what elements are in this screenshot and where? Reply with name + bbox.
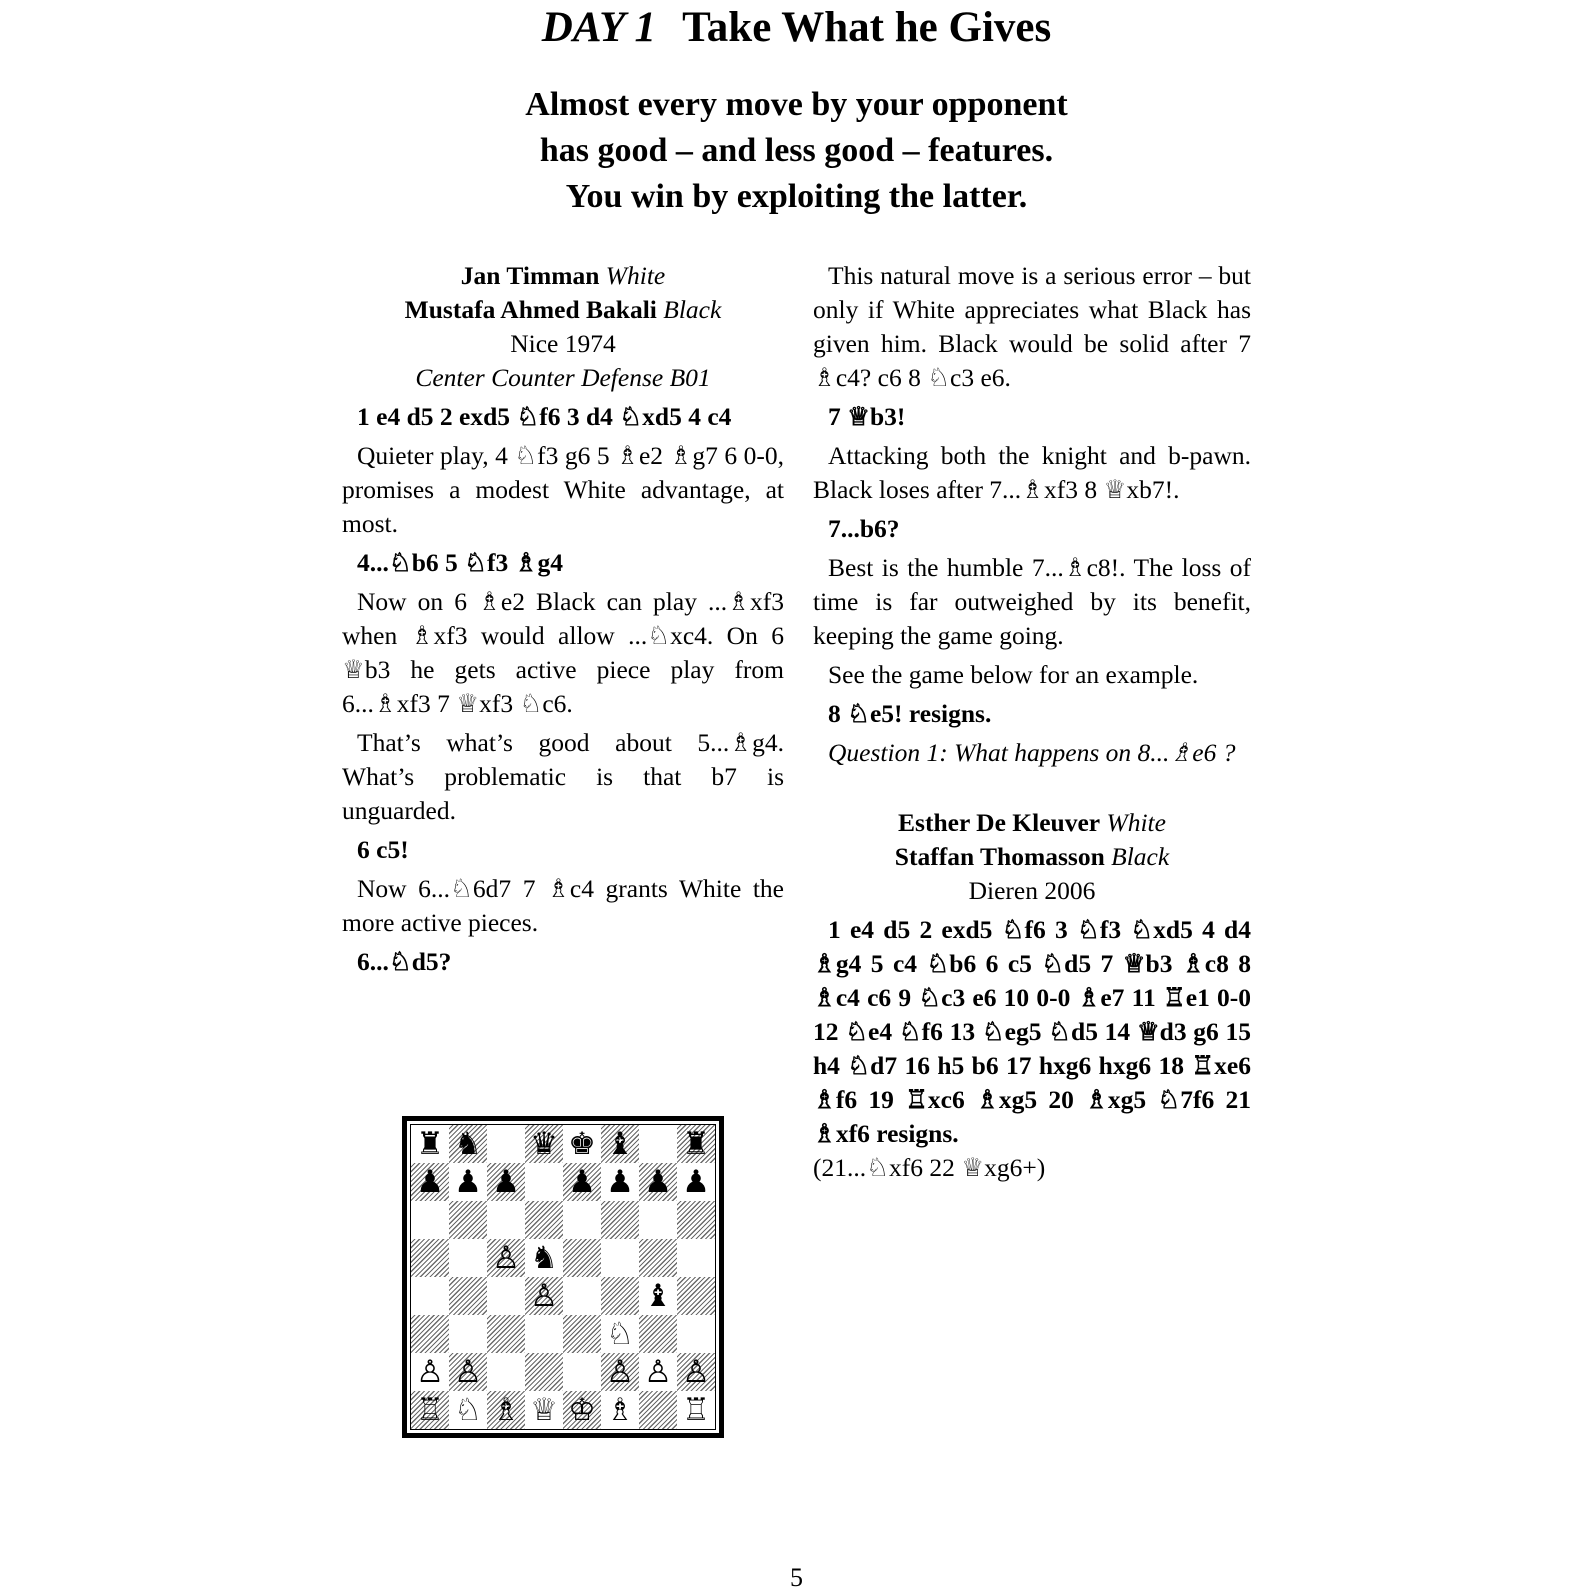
board-square <box>449 1201 487 1239</box>
board-square <box>601 1315 639 1353</box>
chess-piece: ♗ <box>492 1391 520 1428</box>
white-label: White <box>1106 808 1166 837</box>
board-square <box>563 1239 601 1277</box>
board-square <box>487 1315 525 1353</box>
board-square <box>487 1391 525 1429</box>
board-square <box>677 1277 715 1315</box>
board-square <box>601 1277 639 1315</box>
board-square <box>601 1239 639 1277</box>
white-player-name: Esther De Kleuver <box>898 808 1101 837</box>
board-square <box>487 1163 525 1201</box>
board-square <box>601 1201 639 1239</box>
annotation-text: This natural move is a serious error – but only if White appreciates what Black has given him. Black would be solid after 7 ♗c4? c6 8 ♘c3 e6. <box>813 261 1251 392</box>
game-moves: 1 e4 d5 2 exd5 ♘f6 3 ♘f3 ♘xd5 4 d4 ♗g4 5 c4 ♘b6 6 c5 ♘d5 7 ♕b3 ♗c8 8 ♗c4 c6 9 ♘c3 e6 10 0-0 ♗e7 11 ♖e1 0-0 12 ♘e4 ♘f6 13 ♘eg5 ♘d5 14 ♕d3 g6 15 h4 ♘d7 16 h5 b6 17 hxg6 hxg6 18 ♖xe6 ♗f6 19 ♖xc6 ♗xg5 20 ♗xg5 ♘7f6 21 ♗xf6 resigns. <box>813 915 1251 1148</box>
board-square <box>487 1201 525 1239</box>
chess-piece: ♙ <box>416 1353 444 1390</box>
board-square <box>677 1201 715 1239</box>
page-number: 5 <box>790 1563 803 1592</box>
chess-piece: ♙ <box>606 1353 634 1390</box>
annotation-text: Now 6...♘6d7 7 ♗c4 grants White the more active pieces. <box>342 874 784 937</box>
chess-piece: ♟ <box>682 1163 710 1200</box>
move-line: 1 e4 d5 2 exd5 ♘f6 3 d4 ♘xd5 4 c4 <box>357 402 732 431</box>
annotation-text: See the game below for an example. <box>828 660 1199 689</box>
chess-piece: ♜ <box>682 1125 710 1162</box>
board-square <box>639 1277 677 1315</box>
subtitle-line: has good – and less good – features. <box>539 132 1054 169</box>
chess-piece: ♖ <box>682 1391 710 1428</box>
right-text-blocks <box>813 259 1251 770</box>
chess-piece: ♜ <box>416 1125 444 1162</box>
chess-piece: ♞ <box>454 1125 482 1162</box>
subtitle-line: Almost every move by your opponent <box>525 86 1068 123</box>
board-square <box>677 1125 715 1163</box>
game-opening: Center Counter Defense B01 <box>415 363 711 392</box>
left-column <box>342 259 784 984</box>
chapter-day: DAY 1 <box>541 4 657 51</box>
game-variation: (21...♘xf6 22 ♕xg6+) <box>813 1153 1046 1182</box>
board-square <box>563 1125 601 1163</box>
chess-piece: ♙ <box>530 1277 558 1314</box>
move-line: 7 ♕b3! <box>828 402 906 431</box>
board-square <box>601 1353 639 1391</box>
board-square <box>449 1277 487 1315</box>
game-event: Nice 1974 <box>510 329 616 358</box>
board-square <box>677 1239 715 1277</box>
board-square <box>487 1239 525 1277</box>
board-square <box>449 1391 487 1429</box>
black-player-name: Mustafa Ahmed Bakali <box>404 295 657 324</box>
annotation-text: Best is the humble 7...♗c8!. The loss of time is far outweighed by its benefit, keeping the game going. <box>813 553 1251 650</box>
left-text-blocks <box>342 400 784 979</box>
board-square <box>525 1201 563 1239</box>
chess-piece: ♚ <box>568 1125 596 1162</box>
chess-piece: ♙ <box>682 1353 710 1390</box>
board-square <box>639 1201 677 1239</box>
board-square <box>525 1315 563 1353</box>
black-label: Black <box>1111 842 1170 871</box>
move-line: 8 ♘e5! resigns. <box>828 699 992 728</box>
board-square <box>563 1353 601 1391</box>
chess-piece: ♟ <box>644 1163 672 1200</box>
board-square <box>525 1353 563 1391</box>
chess-piece: ♗ <box>606 1391 634 1428</box>
chess-piece: ♟ <box>568 1163 596 1200</box>
board-square <box>639 1391 677 1429</box>
question-text: Question 1: What happens on 8...♗e6 ? <box>828 738 1236 767</box>
black-label: Black <box>663 295 722 324</box>
board-square <box>677 1163 715 1201</box>
chess-diagram <box>402 1116 724 1438</box>
right-column <box>813 259 1251 1190</box>
chess-piece: ♟ <box>416 1163 444 1200</box>
board-square <box>411 1353 449 1391</box>
board-square <box>601 1125 639 1163</box>
board-square <box>639 1125 677 1163</box>
move-line: 6...♘d5? <box>357 947 452 976</box>
chess-piece: ♖ <box>416 1391 444 1428</box>
board-square <box>487 1125 525 1163</box>
chess-piece: ♙ <box>492 1239 520 1276</box>
chess-piece: ♞ <box>530 1239 558 1276</box>
board-square <box>411 1163 449 1201</box>
board-square <box>639 1353 677 1391</box>
board-square <box>563 1315 601 1353</box>
annotation-text: That’s what’s good about 5...♗g4. What’s problematic is that b7 is unguarded. <box>342 728 784 825</box>
chess-piece: ♝ <box>606 1125 634 1162</box>
board-square <box>449 1353 487 1391</box>
board-square <box>601 1163 639 1201</box>
annotation-text: Quieter play, 4 ♘f3 g6 5 ♗e2 ♗g7 6 0-0, promises a modest White advantage, at most. <box>342 441 784 538</box>
board-square <box>411 1277 449 1315</box>
chess-piece: ♟ <box>454 1163 482 1200</box>
board-square <box>411 1315 449 1353</box>
board-square <box>487 1277 525 1315</box>
board-square <box>411 1239 449 1277</box>
subtitle-line: You win by exploiting the latter. <box>565 178 1028 215</box>
board-square <box>677 1391 715 1429</box>
chess-piece: ♝ <box>644 1277 672 1314</box>
chess-piece: ♙ <box>454 1353 482 1390</box>
board-square <box>449 1125 487 1163</box>
annotation-text: Now on 6 ♗e2 Black can play ...♗xf3 when ♗xf3 would allow ...♘xc4. On 6 ♕b3 he gets active piece play from 6...♗xf3 7 ♕xf3 ♘c6. <box>342 587 784 718</box>
chess-piece: ♙ <box>644 1353 672 1390</box>
board-square <box>525 1239 563 1277</box>
board-square <box>677 1315 715 1353</box>
chess-piece: ♘ <box>454 1391 482 1428</box>
game-header <box>813 806 1251 908</box>
board-square <box>525 1391 563 1429</box>
game-header <box>342 259 784 395</box>
chess-piece: ♘ <box>606 1315 634 1352</box>
game-event: Dieren 2006 <box>968 876 1096 905</box>
chess-board <box>410 1124 716 1430</box>
move-line: 7...b6? <box>828 514 900 543</box>
white-label: White <box>605 261 666 290</box>
chapter-title <box>0 2 1593 54</box>
move-line: 4...♘b6 5 ♘f3 ♗g4 <box>357 548 564 577</box>
board-square <box>563 1163 601 1201</box>
board-square <box>487 1353 525 1391</box>
board-square <box>449 1163 487 1201</box>
board-square <box>563 1391 601 1429</box>
chess-piece: ♕ <box>530 1391 558 1428</box>
move-line: 6 c5! <box>357 835 409 864</box>
board-square <box>563 1201 601 1239</box>
board-square <box>449 1239 487 1277</box>
board-square <box>601 1391 639 1429</box>
board-square <box>411 1201 449 1239</box>
white-player-name: Jan Timman <box>460 261 600 290</box>
board-square <box>411 1125 449 1163</box>
board-square <box>525 1277 563 1315</box>
board-square <box>639 1239 677 1277</box>
board-square <box>563 1277 601 1315</box>
chapter-title-text: Take What he Gives <box>682 4 1052 51</box>
black-player-name: Staffan Thomasson <box>894 842 1105 871</box>
board-square <box>411 1391 449 1429</box>
board-square <box>525 1163 563 1201</box>
annotation-text: Attacking both the knight and b-pawn. Black loses after 7...♗xf3 8 ♕xb7!. <box>813 441 1251 504</box>
chess-piece: ♟ <box>606 1163 634 1200</box>
chess-piece: ♟ <box>492 1163 520 1200</box>
board-square <box>449 1315 487 1353</box>
board-square <box>639 1163 677 1201</box>
board-square <box>639 1315 677 1353</box>
chess-piece: ♛ <box>530 1125 558 1162</box>
board-square <box>677 1353 715 1391</box>
chapter-subtitle <box>0 82 1593 220</box>
board-square <box>525 1125 563 1163</box>
chess-piece: ♔ <box>568 1391 596 1428</box>
